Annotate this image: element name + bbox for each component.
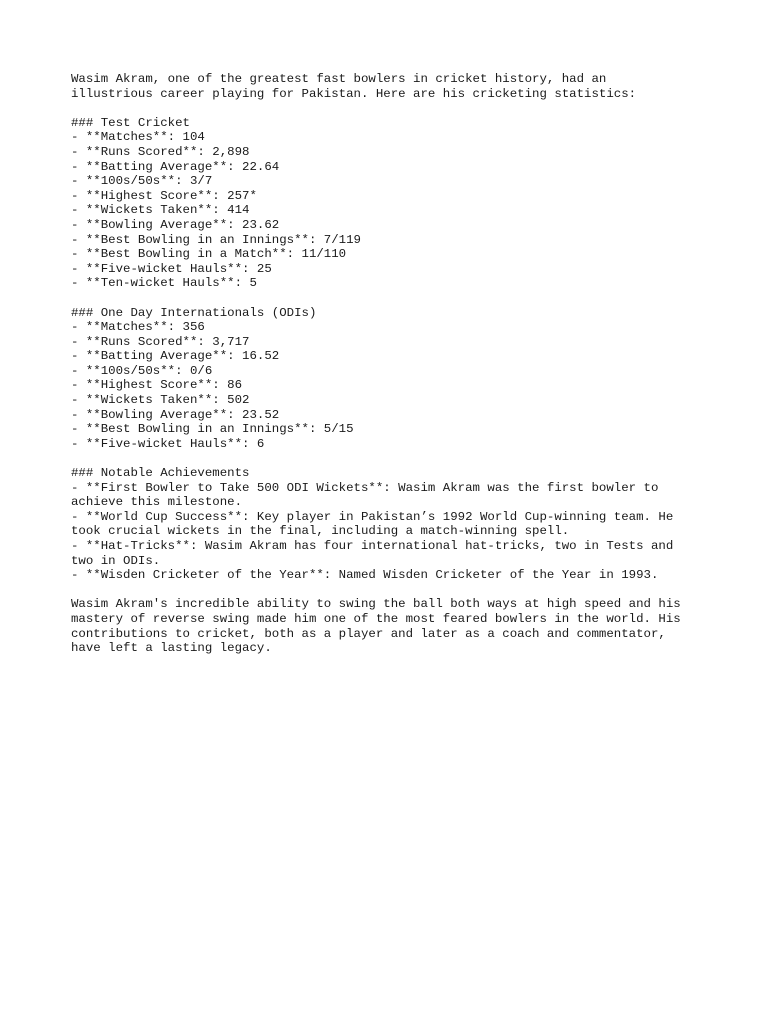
conclusion-line: Wasim Akram's incredible ability to swing the ball both ways at high speed and his (71, 597, 681, 612)
list-item: - **Highest Score**: 257* (71, 188, 257, 203)
document-body (71, 72, 711, 656)
list-item: - **Bowling Average**: 23.52 (71, 407, 280, 422)
list-item: - **Batting Average**: 16.52 (71, 349, 280, 364)
achievements-heading: ### Notable Achievements (71, 466, 250, 481)
list-item: - **Five-wicket Hauls**: 6 (71, 436, 265, 451)
achievement-line: - **First Bowler to Take 500 ODI Wickets**: Wasim Akram was the first bowler to (71, 480, 659, 495)
test-cricket-heading: ### Test Cricket (71, 115, 190, 130)
intro-line: illustrious career playing for Pakistan. Here are his cricketing statistics: (71, 86, 637, 101)
list-item: - **Highest Score**: 86 (71, 378, 243, 393)
list-item: - **100s/50s**: 0/6 (71, 363, 213, 378)
list-item: - **Five-wicket Hauls**: 25 (71, 261, 272, 276)
achievements-section (71, 466, 711, 583)
list-item: - **Best Bowling in an Innings**: 5/15 (71, 422, 354, 437)
achievement-line: achieve this milestone. (71, 495, 243, 510)
list-item: - **Runs Scored**: 2,898 (71, 144, 250, 159)
achievement-line: - **Hat-Tricks**: Wasim Akram has four international hat-tricks, two in Tests and (71, 539, 674, 553)
achievement-line: - **World Cup Success**: Key player in Pakistan’s 1992 World Cup-winning team. He (71, 509, 674, 524)
list-item: - **Batting Average**: 22.64 (71, 159, 280, 174)
odi-heading: ### One Day Internationals (ODIs) (71, 305, 317, 320)
list-item: - **Runs Scored**: 3,717 (71, 334, 250, 349)
conclusion-line: contributions to cricket, both as a player and later as a coach and commentator, (71, 626, 666, 641)
list-item: - **Matches**: 356 (71, 320, 205, 335)
list-item: - **Best Bowling in an Innings**: 7/119 (71, 232, 361, 247)
odi-section (71, 306, 711, 452)
list-item: - **Ten-wicket Hauls**: 5 (71, 276, 257, 291)
spacer (71, 291, 711, 306)
conclusion-line: mastery of reverse swing made him one of the most feared bowlers in the world. His (71, 611, 681, 626)
conclusion-line: have left a lasting legacy. (71, 641, 272, 656)
intro-paragraph (71, 72, 711, 101)
list-item: - **Wickets Taken**: 414 (71, 203, 250, 218)
achievement-line: took crucial wickets in the final, including a match-winning spell. (71, 524, 570, 539)
list-item: - **Matches**: 104 (71, 130, 205, 145)
intro-line: Wasim Akram, one of the greatest fast bowlers in cricket history, had an (71, 72, 607, 86)
conclusion-paragraph (71, 597, 711, 655)
achievement-line: - **Wisden Cricketer of the Year**: Named Wisden Cricketer of the Year in 1993. (71, 568, 659, 583)
test-cricket-section (71, 116, 711, 291)
list-item: - **100s/50s**: 3/7 (71, 174, 213, 189)
list-item: - **Bowling Average**: 23.62 (71, 217, 280, 232)
spacer (71, 101, 711, 116)
spacer (71, 583, 711, 598)
list-item: - **Best Bowling in a Match**: 11/110 (71, 247, 347, 262)
achievement-line: two in ODIs. (71, 553, 161, 568)
list-item: - **Wickets Taken**: 502 (71, 393, 250, 408)
spacer (71, 451, 711, 466)
